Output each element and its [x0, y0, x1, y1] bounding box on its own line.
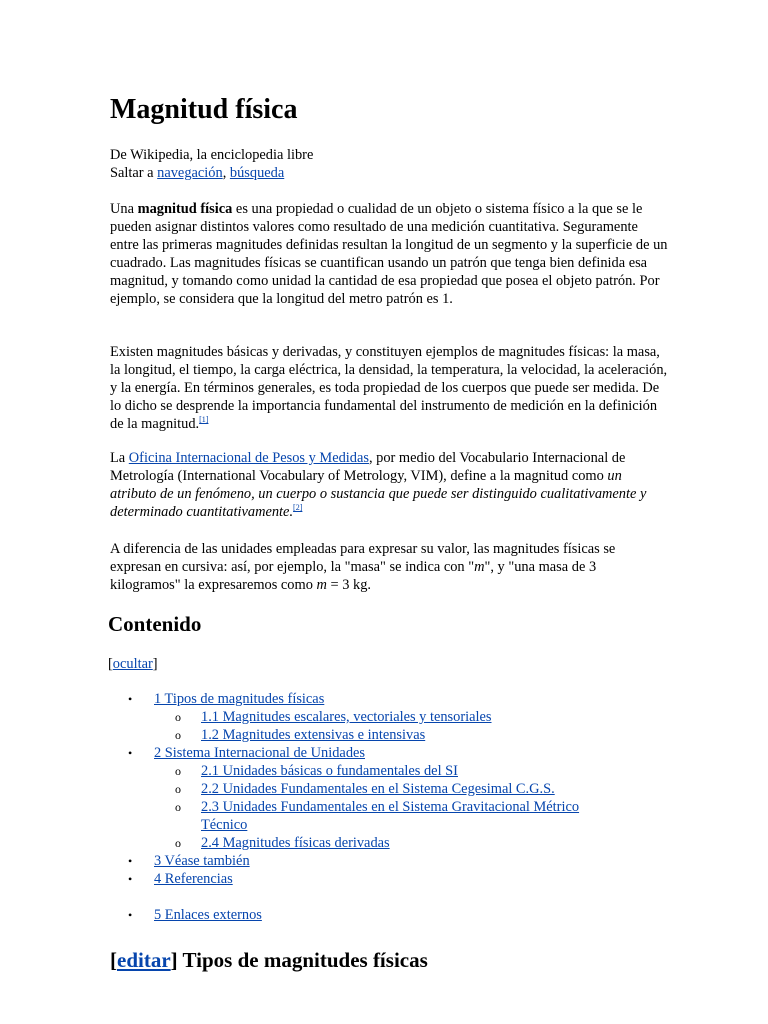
notation-paragraph [110, 540, 670, 594]
circle-bullet-icon: o [175, 728, 181, 742]
intro-paragraph [110, 200, 670, 308]
bullet-icon: • [128, 692, 133, 706]
toggle-close-bracket: ] [152, 656, 158, 672]
toc-subitem [110, 726, 650, 744]
bipm-link[interactable]: Oficina Internacional de Pesos y Medidas [128, 450, 369, 466]
edit-section-link[interactable]: editar [117, 948, 171, 972]
toc-link-4[interactable]: 4 Referencias [154, 871, 233, 887]
toc-item [110, 744, 650, 762]
section-title: Tipos de magnitudes físicas [177, 948, 428, 972]
vim-definition: un atributo de un fenómeno, un cuerpo o sustancia que puede ser distinguido cualitativamente y determinado cuantitativamente. [110, 468, 647, 520]
p1-text: es una propiedad o cualidad de un objeto o sistema físico a la que se le pueden asignar distintos valores como resultado de una medición cuantitativa. Seguramente entre las primeras magnitudes definidas resultan la longitud de un segmento y la superficie de un cuadrado. Las magnitudes físicas se cuantifican usando un patrón que tenga bien definida esa magnitud, y tomando como unidad la cantidad de esa propiedad que posea el objeto patrón. Por ejemplo, se considera que la longitud del metro patrón es 1. [110, 201, 668, 307]
toc-item [110, 906, 650, 924]
edit-close-bracket: ] [170, 948, 178, 972]
p3-lead: La [110, 450, 129, 466]
toc-item [110, 870, 650, 888]
mass-symbol: m [316, 577, 327, 593]
toc-link-3[interactable]: 3 Véase también [154, 853, 250, 869]
edit-open-bracket: [ [110, 948, 117, 972]
table-of-contents [110, 690, 650, 924]
toc-subitem [110, 762, 650, 780]
page-meta [110, 146, 313, 182]
bipm-paragraph [110, 449, 670, 521]
toc-link-2-1[interactable]: 2.1 Unidades básicas o fundamentales del SI [201, 763, 458, 779]
search-link[interactable]: búsqueda [229, 165, 285, 181]
toc-subitem [110, 834, 650, 852]
circle-bullet-icon: o [175, 710, 181, 724]
jump-links [110, 164, 313, 182]
toc-subitem [110, 780, 650, 798]
toc-heading: Contenido [108, 612, 202, 636]
bullet-icon: • [128, 908, 133, 922]
bullet-icon: • [128, 854, 133, 868]
mass-symbol: m [474, 559, 485, 575]
toc-link-5[interactable]: 5 Enlaces externos [154, 907, 262, 923]
toc-subitem [110, 798, 650, 834]
toc-item [110, 690, 650, 708]
toc-link-1[interactable]: 1 Tipos de magnitudes físicas [154, 691, 325, 707]
section-heading [110, 946, 428, 974]
bullet-icon: • [128, 746, 133, 760]
jump-prefix: Saltar a [110, 165, 158, 181]
circle-bullet-icon: o [175, 764, 181, 778]
defined-term: magnitud física [137, 201, 233, 217]
navigation-link[interactable]: navegación [157, 165, 223, 181]
toc-link-2-4[interactable]: 2.4 Magnitudes físicas derivadas [201, 835, 390, 851]
toc-link-2-3[interactable]: 2.3 Unidades Fundamentales en el Sistema Gravitacional Métrico Técnico [201, 799, 580, 833]
examples-paragraph [110, 343, 670, 433]
toc-subitem [110, 708, 650, 726]
reference-2-link[interactable]: [2] [293, 503, 303, 512]
reference-1-link[interactable]: [1] [199, 415, 209, 424]
p4-text-b: ", y "una masa de 3 kilogramos" la expresaremos como [110, 559, 597, 593]
p4-text-a: A diferencia de las unidades empleadas para expresar su valor, las magnitudes físicas se expresan en cursiva: así, por ejemplo, la "masa" se indica con " [110, 541, 616, 575]
p3-text: , por medio del Vocabulario Internacional de Metrología (International Vocabulary of Metrology, VIM), define a la magnitud como [110, 450, 626, 484]
bullet-icon: • [128, 872, 133, 886]
p4-text-c: = 3 kg. [326, 577, 371, 593]
toc-link-1-2[interactable]: 1.2 Magnitudes extensivas e intensivas [201, 727, 426, 743]
toc-link-1-1[interactable]: 1.1 Magnitudes escalares, vectoriales y tensoriales [201, 709, 492, 725]
circle-bullet-icon: o [175, 782, 181, 796]
circle-bullet-icon: o [175, 800, 181, 814]
p2-text: Existen magnitudes básicas y derivadas, y constituyen ejemplos de magnitudes físicas: la masa, la longitud, el tiempo, la carga eléctrica, la densidad, la temperatura, la velocidad, la aceleración, y la energía. En términos generales, es toda propiedad de los cuerpos que puede ser medida. De lo dicho se desprende la importancia fundamental del instrumento de medición en la definición de la magnitud. [110, 344, 668, 432]
circle-bullet-icon: o [175, 836, 181, 850]
toc-link-2[interactable]: 2 Sistema Internacional de Unidades [154, 745, 365, 761]
toc-toggle [108, 655, 158, 673]
toc-link-2-2[interactable]: 2.2 Unidades Fundamentales en el Sistema Cegesimal C.G.S. [201, 781, 555, 797]
p1-lead: Una [110, 201, 138, 217]
toggle-open-bracket: [ [108, 656, 113, 672]
site-tagline: De Wikipedia, la enciclopedia libre [110, 147, 314, 163]
toc-item [110, 852, 650, 870]
jump-separator: , [222, 165, 230, 181]
page-title: Magnitud física [110, 94, 298, 125]
hide-toc-link[interactable]: ocultar [112, 656, 153, 672]
